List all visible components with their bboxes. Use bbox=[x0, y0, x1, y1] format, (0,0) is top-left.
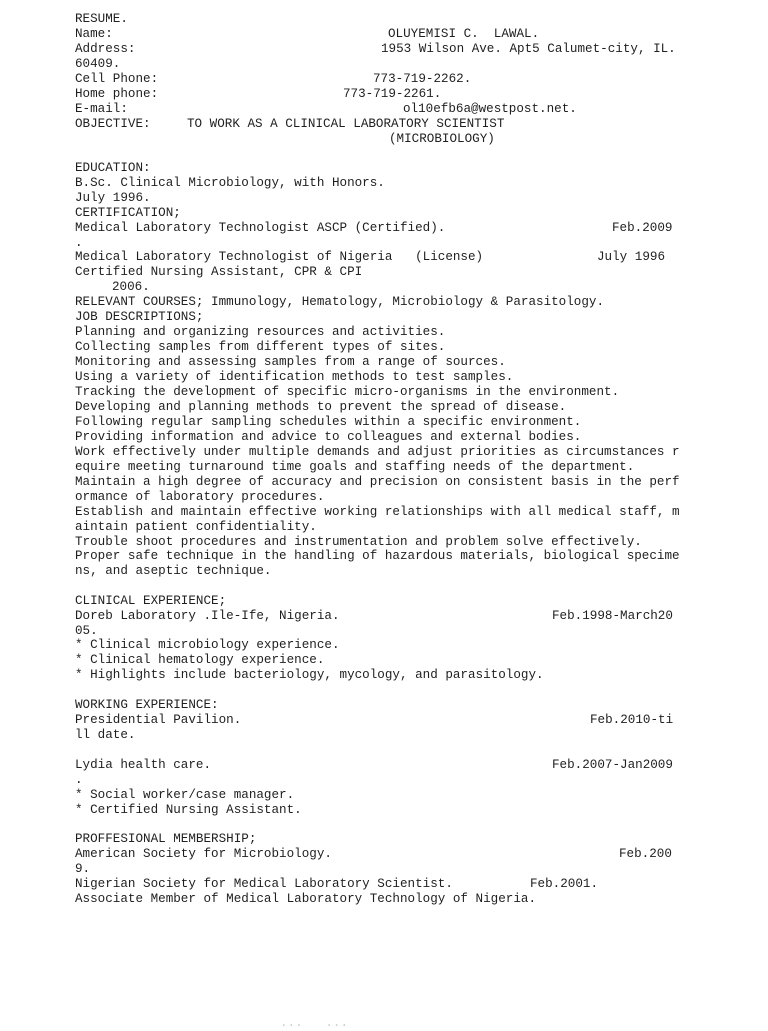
membership-date-cont: 9. bbox=[75, 862, 91, 876]
objective-line-2: (MICROBIOLOGY) bbox=[389, 132, 495, 146]
name-label: Name: bbox=[75, 27, 113, 41]
membership-date: Feb.2001. bbox=[530, 877, 599, 891]
home-phone-value: 773-719-2261. bbox=[343, 87, 442, 101]
job-description-line: Trouble shoot procedures and instrumentation and problem solve effectively. bbox=[75, 535, 642, 549]
objective-line-1: TO WORK AS A CLINICAL LABORATORY SCIENTIST bbox=[187, 117, 505, 131]
job-description-line: Tracking the development of specific micro-organisms in the environment. bbox=[75, 385, 620, 399]
cropped-footer-fragment: ... ... bbox=[280, 1016, 349, 1030]
certification-item: Medical Laboratory Technologist of Nigeria (License) bbox=[75, 250, 484, 264]
education-heading: EDUCATION: bbox=[75, 161, 151, 175]
job-description-line: Planning and organizing resources and activities. bbox=[75, 325, 446, 339]
education-degree: B.Sc. Clinical Microbiology, with Honors. bbox=[75, 176, 385, 190]
job-description-line: Providing information and advice to colleagues and external bodies. bbox=[75, 430, 582, 444]
resume-title: RESUME. bbox=[75, 12, 128, 26]
job1-employer: Presidential Pavilion. bbox=[75, 713, 242, 727]
working-bullet: * Social worker/case manager. bbox=[75, 788, 295, 802]
job2-date: Feb.2007-Jan2009 bbox=[552, 758, 673, 772]
membership-item: Nigerian Society for Medical Laboratory Scientist. bbox=[75, 877, 453, 891]
job-description-line: Developing and planning methods to prevent the spread of disease. bbox=[75, 400, 567, 414]
email-label: E-mail: bbox=[75, 102, 128, 116]
job-description-line: Monitoring and assessing samples from a range of sources. bbox=[75, 355, 506, 369]
membership-item: Associate Member of Medical Laboratory Technology of Nigeria. bbox=[75, 892, 537, 906]
job-description-line: Following regular sampling schedules within a specific environment. bbox=[75, 415, 582, 429]
job2-employer: Lydia health care. bbox=[75, 758, 212, 772]
job-descriptions-heading: JOB DESCRIPTIONS; bbox=[75, 310, 204, 324]
name-value: OLUYEMISI C. LAWAL. bbox=[388, 27, 540, 41]
education-date: July 1996. bbox=[75, 191, 151, 205]
job-description-line: Maintain a high degree of accuracy and precision on consistent basis in the perf bbox=[75, 475, 680, 489]
job-description-line: Work effectively under multiple demands and adjust priorities as circumstances r bbox=[75, 445, 680, 459]
job-description-line: Collecting samples from different types of sites. bbox=[75, 340, 446, 354]
working-experience-heading: WORKING EXPERIENCE: bbox=[75, 698, 219, 712]
membership-item: American Society for Microbiology. bbox=[75, 847, 332, 861]
certification-item: Certified Nursing Assistant, CPR & CPI bbox=[75, 265, 363, 279]
email-value[interactable]: ol10efb6a@westpost.net. bbox=[403, 102, 577, 116]
job-description-line: aintain patient confidentiality. bbox=[75, 520, 317, 534]
clinical-bullet: * Clinical microbiology experience. bbox=[75, 638, 340, 652]
job-description-line: Using a variety of identification methods to test samples. bbox=[75, 370, 514, 384]
job2-date-cont: . bbox=[75, 773, 83, 787]
job1-date: Feb.2010-ti bbox=[590, 713, 674, 727]
cell-phone-label: Cell Phone: bbox=[75, 72, 159, 86]
address-value: 1953 Wilson Ave. Apt5 Calumet-city, IL. bbox=[381, 42, 676, 56]
certification-heading: CERTIFICATION; bbox=[75, 206, 181, 220]
clinical-date-cont: 05. bbox=[75, 624, 98, 638]
job-description-line: ormance of laboratory procedures. bbox=[75, 490, 325, 504]
job-description-line: Proper safe technique in the handling of hazardous materials, biological specime bbox=[75, 549, 680, 563]
clinical-experience-heading: CLINICAL EXPERIENCE; bbox=[75, 594, 227, 608]
clinical-bullet: * Clinical hematology experience. bbox=[75, 653, 325, 667]
home-phone-label: Home phone: bbox=[75, 87, 159, 101]
job-description-line: equire meeting turnaround time goals and staffing needs of the department. bbox=[75, 460, 635, 474]
certification-date-cont: . bbox=[75, 236, 83, 250]
certification-date: 2006. bbox=[112, 280, 150, 294]
certification-date: Feb.2009 bbox=[612, 221, 673, 235]
clinical-employer: Doreb Laboratory .Ile-Ife, Nigeria. bbox=[75, 609, 340, 623]
clinical-date: Feb.1998-March20 bbox=[552, 609, 673, 623]
relevant-courses: RELEVANT COURSES; Immunology, Hematology, Microbiology & Parasitology. bbox=[75, 295, 605, 309]
job-description-line: Establish and maintain effective working relationships with all medical staff, m bbox=[75, 505, 680, 519]
address-zip: 60409. bbox=[75, 57, 121, 71]
certification-date: July 1996 bbox=[597, 250, 666, 264]
job-description-line: ns, and aseptic technique. bbox=[75, 564, 272, 578]
working-bullet: * Certified Nursing Assistant. bbox=[75, 803, 302, 817]
address-label: Address: bbox=[75, 42, 136, 56]
cell-phone-value: 773-719-2262. bbox=[373, 72, 472, 86]
objective-label: OBJECTIVE: bbox=[75, 117, 151, 131]
certification-item: Medical Laboratory Technologist ASCP (Certified). bbox=[75, 221, 446, 235]
membership-date: Feb.200 bbox=[619, 847, 672, 861]
membership-heading: PROFFESIONAL MEMBERSHIP; bbox=[75, 832, 257, 846]
job1-date-cont: ll date. bbox=[75, 728, 136, 742]
clinical-bullet: * Highlights include bacteriology, mycology, and parasitology. bbox=[75, 668, 544, 682]
